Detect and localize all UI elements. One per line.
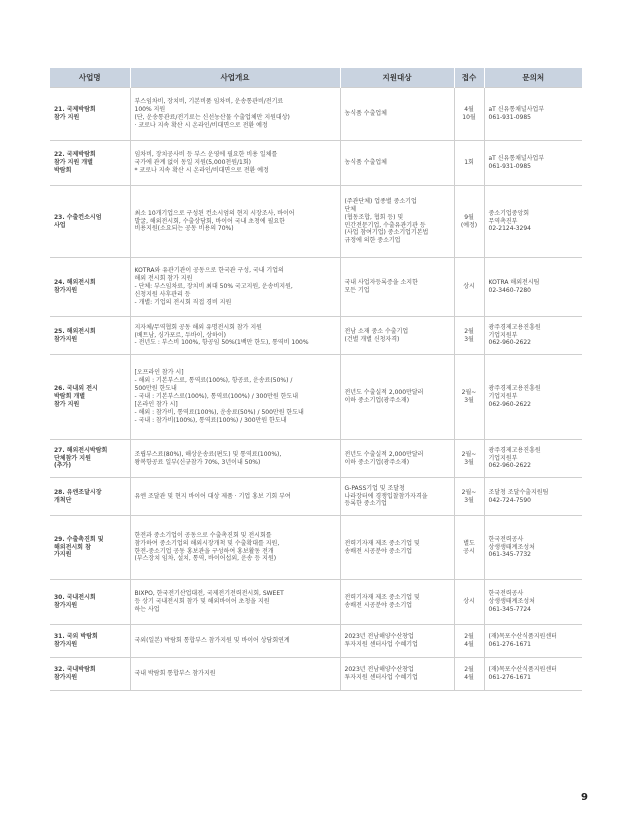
target-line: 송배전 시공분야 중소기업 <box>344 547 413 555</box>
contact-line: 기업지원부 <box>488 454 518 462</box>
target-line: 전력기자재 제조 중소기업 및 <box>344 539 420 547</box>
contact-line: 061-276-1671 <box>488 674 532 681</box>
contact-line: 조달청 조달수출지원팀 <box>488 488 549 496</box>
contact-line: 02-3460-7280 <box>488 287 532 294</box>
contact-line: 상생생태계조성처 <box>488 598 535 606</box>
cell-period <box>454 317 484 355</box>
desc-line: 한전과 중소기업이 공동으로 수출촉진회 및 전시회를 <box>134 531 272 539</box>
name-line: 참가지원 <box>54 674 78 681</box>
name-line: 26. 국내외 전시 <box>54 385 98 393</box>
name-line: 참가지원 <box>54 287 78 294</box>
name-line: 참가 지원 개별 <box>54 159 93 167</box>
desc-line: 유엔 조달관 및 현지 바이어 대상 제품 · 기업 홍보 기회 부여 <box>134 492 291 500</box>
desc-line: - 개별: 기업의 전시회 직접 경비 지원 <box>134 298 232 306</box>
cell-desc <box>130 186 340 258</box>
period-line: 상시 <box>463 283 475 291</box>
cell-contact <box>484 625 582 658</box>
cell-name <box>50 186 130 258</box>
cell-period <box>454 478 484 516</box>
cell-desc <box>130 516 340 580</box>
cell-contact <box>484 580 582 625</box>
name-line: 가지원 <box>54 551 72 559</box>
cell-contact <box>484 186 582 258</box>
cell-desc <box>130 658 340 691</box>
cell-target <box>340 355 454 440</box>
cell-desc <box>130 625 340 658</box>
name-line: 참가지원 <box>54 602 78 609</box>
cell-period <box>454 516 484 580</box>
cell-name <box>50 141 130 186</box>
cell-target <box>340 317 454 355</box>
target-line: 농식품 수출업체 <box>344 110 387 118</box>
name-line: 사업 <box>54 221 66 229</box>
table-row <box>50 478 582 516</box>
target-line: 2023년 전남해양수산창업 <box>344 633 414 641</box>
contact-line: aT 신유통채널사업부 <box>488 155 545 163</box>
cell-name <box>50 440 130 478</box>
program-table <box>50 68 582 691</box>
cell-name <box>50 516 130 580</box>
cell-contact <box>484 355 582 440</box>
contact-line: (재)목포수산식품지원센터 <box>488 666 557 674</box>
target-line: 등록한 중소기업 <box>344 500 387 508</box>
period-line: 2월 <box>464 666 474 674</box>
period-line: (예정) <box>460 221 478 229</box>
period-line: 9월 <box>464 213 474 221</box>
cell-target <box>340 186 454 258</box>
period-line: 3월 <box>464 458 474 466</box>
desc-line: (단, 운송통관료/전기료는 신선농산물 수출업체만 지원대상) <box>134 114 290 121</box>
cell-contact <box>484 478 582 516</box>
header-desc: 사업개요 <box>130 68 340 88</box>
desc-line: 최소 10개기업으로 구성된 컨소시엄의 현지 시장조사, 바이어 <box>134 209 295 217</box>
target-line: (협동조합, 협회 등) 및 <box>344 213 404 221</box>
table-row <box>50 440 582 478</box>
cell-desc <box>130 141 340 186</box>
period-line: 3월 <box>464 335 474 343</box>
period-line: 4월 <box>464 106 474 114</box>
desc-line: 하는 사업 <box>134 605 160 613</box>
name-line: 24. 해외전시회 <box>54 279 96 287</box>
target-line: (주관단체) 업종별 중소기업 <box>344 197 417 205</box>
cell-target <box>340 516 454 580</box>
desc-line: 해외 전시회 참가 지원 <box>134 275 193 283</box>
contact-line: 중소기업중앙회 <box>488 209 530 217</box>
table-row <box>50 516 582 580</box>
cell-name <box>50 317 130 355</box>
cell-name <box>50 355 130 440</box>
cell-target <box>340 258 454 317</box>
desc-line: (부스장치 임차, 설치, 통역, 바이어섭외, 운송 등 지원) <box>134 555 277 563</box>
contact-line: 042-724-7590 <box>488 496 532 504</box>
name-line: (추가) <box>54 462 72 470</box>
cell-desc <box>130 478 340 516</box>
contact-line: aT 신유통채널사업부 <box>488 106 545 114</box>
cell-desc <box>130 580 340 625</box>
desc-line: - 해외 : 기본부스료, 통역료(100%), 항공료, 운송료(50%) / <box>134 377 293 385</box>
contact-line: 061-345-7724 <box>488 605 532 613</box>
desc-line: 임차비, 장치공사비 등 부스 운영에 필요한 비용 일체를 <box>134 151 278 159</box>
target-line: 전력기자재 제조 중소기업 및 <box>344 594 420 602</box>
desc-line: 등 상기 국내전시회 참가 및 해외바이어 초청을 지원 <box>134 598 270 606</box>
desc-line: 비용지원(소요되는 공동 비용의 70%) <box>134 225 234 233</box>
target-line: 민간전문기업, 수출유관기관 등 <box>344 221 426 229</box>
period-line: 2월~ <box>461 450 477 458</box>
contact-line: 상생생태계조성처 <box>488 543 535 551</box>
contact-line: 061-931-0985 <box>488 163 532 170</box>
period-line: 3월 <box>464 397 474 404</box>
period-line: 4월 <box>464 641 474 648</box>
target-line: 농식품 수출업체 <box>344 159 387 167</box>
cell-contact <box>484 516 582 580</box>
period-line: 2월 <box>464 327 474 335</box>
target-line: 이하 중소기업(광주소재) <box>344 397 410 404</box>
page-number: 9 <box>581 792 588 803</box>
cell-contact <box>484 317 582 355</box>
cell-target <box>340 478 454 516</box>
target-line: 나라장터에 경쟁입찰참가자격을 <box>344 492 428 500</box>
desc-line: 500만원 한도내 <box>134 385 177 393</box>
contact-line: 한국전력공사 <box>488 535 524 543</box>
contact-line: 한국전력공사 <box>488 590 524 598</box>
cell-desc <box>130 88 340 141</box>
cell-target <box>340 141 454 186</box>
name-line: 참가지원 <box>54 335 78 343</box>
cell-target <box>340 88 454 141</box>
cell-target <box>340 658 454 691</box>
target-line: 송배전 시공분야 중소기업 <box>344 602 413 609</box>
name-line: 22. 국제박람회 <box>54 151 96 159</box>
desc-line: - 국내 : 기본부스료(100%), 통역료(100%) / 300만원 한도내 <box>134 393 299 401</box>
name-line: 31. 국외 박람회 <box>54 633 98 641</box>
header-target: 지원대상 <box>340 68 454 88</box>
period-line: 1회 <box>464 159 474 167</box>
desc-line: - 전년도 : 부스비 100%, 항공임 50%(1백만 한도), 통역비 100% <box>134 339 309 347</box>
table-row <box>50 658 582 691</box>
cell-period <box>454 258 484 317</box>
name-line: 참가지원 <box>54 641 78 648</box>
table-row <box>50 141 582 186</box>
cell-period <box>454 141 484 186</box>
target-line: 투자지원 센터사업 수혜기업 <box>344 641 418 648</box>
cell-period <box>454 88 484 141</box>
name-line: 25. 해외전시회 <box>54 327 96 335</box>
target-line: 단체 <box>344 205 357 213</box>
cell-period <box>454 625 484 658</box>
contact-line: 무역촉진부 <box>488 217 518 225</box>
table-row <box>50 355 582 440</box>
desc-line: 왕복항공료 일부(신규참가 70%, 3년이내 50%) <box>134 458 261 466</box>
desc-line: [온라인 참가 시] <box>134 400 178 408</box>
table-row <box>50 580 582 625</box>
cell-desc <box>130 440 340 478</box>
target-line: 전남 소재 중소 수출기업 <box>344 327 409 335</box>
cell-period <box>454 440 484 478</box>
contact-line: 기업지원부 <box>488 393 518 401</box>
desc-line: [오프라인 참가 시] <box>134 369 184 377</box>
table-header-row <box>50 68 582 88</box>
desc-line: · 코로나 지속 확산 시 온라인/비대면으로 전환 예정 <box>134 121 268 129</box>
contact-line: 02-2124-3294 <box>488 225 532 233</box>
desc-line: 100% 지원 <box>134 106 166 114</box>
header-name: 사업명 <box>50 68 130 88</box>
desc-line: 발굴, 해외전시회, 수출상담회, 바이어 국내 초청에 필요한 <box>134 217 285 225</box>
contact-line: 광주경제고용진흥원 <box>488 385 541 393</box>
target-line: 이하 중소기업(광주소재) <box>344 458 410 466</box>
contact-line: 광주경제고용진흥원 <box>488 323 541 331</box>
name-line: 참가 지원 <box>54 114 80 121</box>
contact-line: 062-960-2622 <box>488 400 532 408</box>
table-row <box>50 258 582 317</box>
desc-line: 지자체/무역협회 공동 해외 유명전시회 참가 지원 <box>134 323 262 331</box>
name-line: 박람회 개별 <box>54 393 86 401</box>
target-line: (사업 참여기업) 중소기업기본법 <box>344 229 429 237</box>
name-line: 단체참가 지원 <box>54 454 91 462</box>
target-line: 2023년 전남해양수산창업 <box>344 666 414 674</box>
desc-line: * 코로나 지속 확산 시 온라인/비대면으로 전환 예정 <box>134 166 269 174</box>
cell-contact <box>484 258 582 317</box>
contact-line: 기업지원부 <box>488 331 518 339</box>
period-line: 2월~ <box>461 488 477 496</box>
desc-line: - 해외 : 참가비, 통역료(100%), 운송료(50%) / 500만원 한도내 <box>134 408 304 416</box>
cell-contact <box>484 658 582 691</box>
name-line: 32. 국내박람회 <box>54 666 96 674</box>
header-period: 접수 <box>454 68 484 88</box>
table-row <box>50 88 582 141</box>
cell-desc <box>130 258 340 317</box>
name-line: 참가 지원 <box>54 400 80 408</box>
target-line: 전년도 수출실적 2,000만달러 <box>344 450 424 458</box>
table-row <box>50 625 582 658</box>
period-line: 4월 <box>464 674 474 681</box>
target-line: 투자지원 센터사업 수혜기업 <box>344 674 418 681</box>
cell-period <box>454 186 484 258</box>
period-line: 10월 <box>462 114 476 121</box>
target-line: 국내 사업자등록증을 소지한 <box>344 279 418 287</box>
name-line: 29. 수출촉진회 및 <box>54 535 104 543</box>
contact-line: 061-345-7732 <box>488 551 532 559</box>
contact-line: 062-960-2622 <box>488 339 532 347</box>
desc-line: - 단체: 부스임차료, 장치비 최대 50% 국고지원, 운송비지원, <box>134 283 293 291</box>
cell-name <box>50 625 130 658</box>
cell-period <box>454 580 484 625</box>
desc-line: BIXPO, 한국전기산업대전, 국제전기전력전시회, SWEET <box>134 590 284 598</box>
name-line: 해외전시회 참 <box>54 543 91 551</box>
name-line: 개척단 <box>54 496 72 504</box>
desc-line: 국내 박람회 통합부스 참가지원 <box>134 670 216 678</box>
period-line: 2월 <box>464 633 474 641</box>
cell-desc <box>130 317 340 355</box>
desc-line: 신청지원 사후관리 등 <box>134 290 191 298</box>
table-row <box>50 317 582 355</box>
cell-contact <box>484 141 582 186</box>
name-line: 23. 수출컨소시엄 <box>54 213 102 221</box>
cell-desc <box>130 355 340 440</box>
contact-line: KOTRA 해외전시팀 <box>488 279 540 287</box>
target-line: 전년도 수출실적 2,000만달러 <box>344 389 424 397</box>
name-line: 28. 유엔조달시장 <box>54 488 102 496</box>
period-line: 3월 <box>464 496 474 504</box>
period-line: 2월~ <box>461 389 477 397</box>
period-line: 별도 <box>463 539 475 547</box>
header-contact: 문의처 <box>484 68 582 88</box>
cell-target <box>340 625 454 658</box>
target-line: 모든 기업 <box>344 287 370 294</box>
cell-contact <box>484 88 582 141</box>
desc-line: 참가하여 중소기업의 해외시장개척 및 수출확대를 지원, <box>134 539 280 547</box>
cell-target <box>340 440 454 478</box>
name-line: 30. 국내전시회 <box>54 594 96 602</box>
cell-name <box>50 88 130 141</box>
cell-period <box>454 658 484 691</box>
contact-line: 062-960-2622 <box>488 462 532 470</box>
desc-line: 한전-중소기업 공동 홍보관을 구성하여 홍보활동 전개 <box>134 547 274 555</box>
cell-name <box>50 580 130 625</box>
target-line: 규정에 의한 중소기업 <box>344 237 401 245</box>
desc-line: 부스임차비, 장치비, 기본비품 임차비, 운송통관비/전기료 <box>134 98 284 106</box>
cell-target <box>340 580 454 625</box>
desc-line: - 국내 : 참가비(100%), 통역료(100%) / 300만원 한도내 <box>134 416 287 424</box>
cell-name <box>50 658 130 691</box>
contact-line: 061-276-1671 <box>488 641 532 648</box>
desc-line: 조립부스료(80%), 해상운송료(편도) 및 통역료(100%), <box>134 450 282 458</box>
table-row <box>50 186 582 258</box>
cell-contact <box>484 440 582 478</box>
cell-name <box>50 258 130 317</box>
name-line: 21. 국제박람회 <box>54 106 96 114</box>
cell-period <box>454 355 484 440</box>
desc-line: KOTRA와 유관기관이 공동으로 한국관 구성, 국내 기업의 <box>134 267 284 275</box>
contact-line: 061-931-0985 <box>488 114 532 121</box>
period-line: 공시 <box>463 547 475 555</box>
period-line: 상시 <box>463 598 475 606</box>
cell-name <box>50 478 130 516</box>
target-line: G-PASS기업 및 조달청 <box>344 484 405 492</box>
target-line: (건별 개별 신청자격) <box>344 335 400 343</box>
name-line: 27. 해외전시박람회 <box>54 446 108 454</box>
desc-line: 국외(일본) 박람회 통합부스 참가지원 및 바이어 상담회연계 <box>134 637 290 645</box>
desc-line: 국가에 관계 없이 동일 지원(5,000천원/1회) <box>134 159 251 167</box>
desc-line: (베트남, 싱가포르, 두바이, 상하이) <box>134 331 226 339</box>
name-line: 박람회 <box>54 166 72 174</box>
contact-line: 광주경제고용진흥원 <box>488 446 541 454</box>
contact-line: (재)목포수산식품지원센터 <box>488 633 557 641</box>
